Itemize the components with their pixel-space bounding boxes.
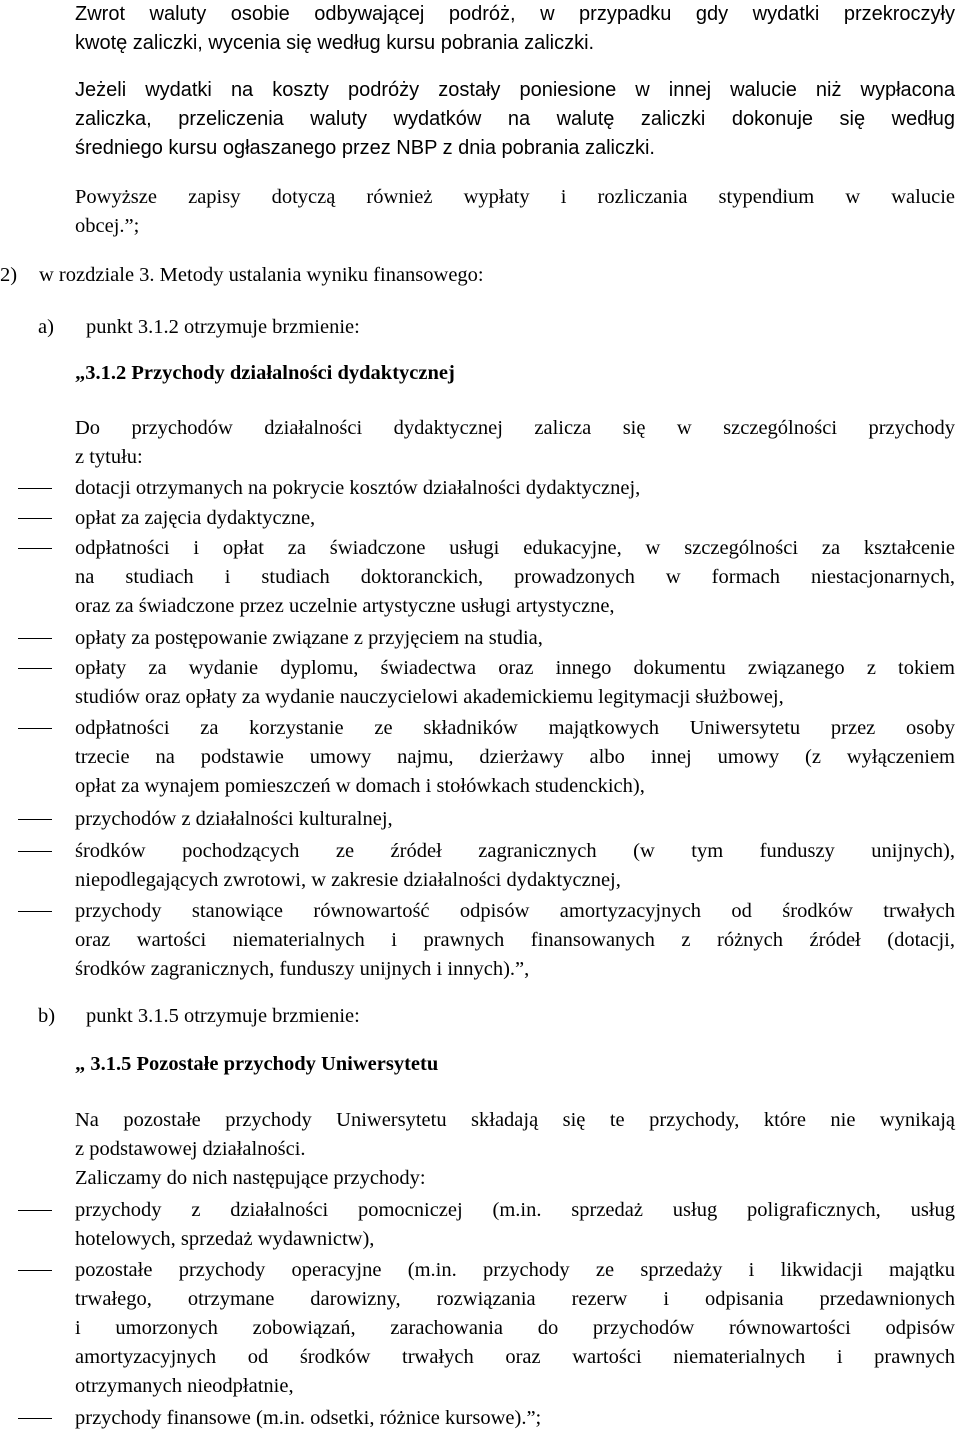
section-a-intro-line-2: z tytułu:	[75, 446, 143, 468]
dash-bullet	[18, 728, 52, 729]
dash-bullet	[18, 668, 52, 669]
item-a-text: punkt 3.1.2 otrzymuje brzmienie:	[86, 316, 360, 338]
section-b-intro-line-1: Na pozostałe przychody Uniwersytetu składają się te przychody, które nie wynikają	[75, 1109, 955, 1131]
item-2-text: w rozdziale 3. Metody ustalania wyniku finansowego:	[39, 264, 484, 286]
bullet-b2-line-4: amortyzacyjnych od środków trwałych oraz wartości niematerialnych i prawnych	[75, 1346, 955, 1368]
dash-bullet	[18, 819, 52, 820]
bullet-a1-line-1: dotacji otrzymanych na pokrycie kosztów działalności dydaktycznej,	[75, 477, 641, 499]
bullet-a9-line-1: przychody stanowiące równowartość odpisów amortyzacyjnych od środków trwałych	[75, 900, 955, 922]
dash-bullet	[18, 851, 52, 852]
intro-p3-line-2: obcej.”;	[75, 215, 140, 237]
intro-p1-line-2: kwotę zaliczki, wycenia się według kursu pobrania zaliczki.	[75, 32, 595, 54]
bullet-a4-line-1: opłaty za postępowanie związane z przyjęciem na studia,	[75, 627, 543, 649]
bullet-b2-line-3: i umorzonych zobowiązań, zarachowania do przychodów równowartości odpisów	[75, 1317, 955, 1339]
bullet-a5-line-1: opłaty za wydanie dyplomu, świadectwa oraz innego dokumentu związanego z tokiem	[75, 657, 955, 679]
section-b-intro-line-3: Zaliczamy do nich następujące przychody:	[75, 1167, 426, 1189]
bullet-a8-line-2: niepodlegających zwrotowi, w zakresie działalności dydaktycznej,	[75, 869, 621, 891]
dash-bullet	[18, 1270, 52, 1271]
dash-bullet	[18, 1418, 52, 1419]
bullet-a3-line-3: oraz za świadczone przez uczelnie artystyczne usługi artystyczne,	[75, 595, 615, 617]
item-b-marker: b)	[38, 1005, 56, 1027]
heading-3-1-5: „ 3.1.5 Pozostałe przychody Uniwersytetu	[75, 1053, 439, 1075]
bullet-b2-line-5: otrzymanych nieodpłatnie,	[75, 1375, 294, 1397]
bullet-b3-line-1: przychody finansowe (m.in. odsetki, różnice kursowe).”;	[75, 1407, 542, 1429]
bullet-a6-line-1: odpłatności za korzystanie ze składników majątkowych Uniwersytetu przez osoby	[75, 717, 955, 739]
dash-bullet	[18, 638, 52, 639]
section-a-intro-line-1: Do przychodów działalności dydaktycznej zalicza się w szczególności przychody	[75, 417, 955, 439]
intro-p2-line-1: Jeżeli wydatki na koszty podróży zostały poniesione w innej walucie niż wypłacona	[75, 79, 955, 101]
dash-bullet	[18, 1210, 52, 1211]
bullet-a2-line-1: opłat za zajęcia dydaktyczne,	[75, 507, 316, 529]
bullet-a7-line-1: przychodów z działalności kulturalnej,	[75, 808, 393, 830]
bullet-b2-line-2: trwałego, otrzymane darowizny, rozwiązania rezerw i odpisania przedawnionych	[75, 1288, 955, 1310]
bullet-a3-line-2: na studiach i studiach doktoranckich, prowadzonych w formach niestacjonarnych,	[75, 566, 955, 588]
bullet-a9-line-2: oraz wartości niematerialnych i prawnych finansowanych z różnych źródeł (dotacji,	[75, 929, 955, 951]
item-b-text: punkt 3.1.5 otrzymuje brzmienie:	[86, 1005, 360, 1027]
bullet-b1-line-2: hotelowych, sprzedaż wydawnictw),	[75, 1228, 375, 1250]
bullet-b2-line-1: pozostałe przychody operacyjne (m.in. przychody ze sprzedaży i likwidacji majątku	[75, 1259, 955, 1281]
intro-p3-line-1: Powyższe zapisy dotyczą również wypłaty i rozliczania stypendium w walucie	[75, 186, 955, 208]
item-a-marker: a)	[38, 316, 54, 338]
bullet-a9-line-3: środków zagranicznych, funduszy unijnych i innych).”,	[75, 958, 530, 980]
bullet-a6-line-2: trzecie na podstawie umowy najmu, dzierżawy albo innej umowy (z wyłączeniem	[75, 746, 955, 768]
section-b-intro-line-2: z podstawowej działalności.	[75, 1138, 306, 1160]
item-2-marker: 2)	[0, 264, 18, 286]
heading-3-1-2: „3.1.2 Przychody działalności dydaktycznej	[75, 362, 455, 384]
dash-bullet	[18, 518, 52, 519]
dash-bullet	[18, 488, 52, 489]
intro-p2-line-2: zaliczka, przeliczenia waluty wydatków na walutę zaliczki dokonuje się według	[75, 108, 955, 130]
dash-bullet	[18, 548, 52, 549]
intro-p2-line-3: średniego kursu ogłaszanego przez NBP z dnia pobrania zaliczki.	[75, 137, 655, 159]
bullet-a3-line-1: odpłatności i opłat za świadczone usługi edukacyjne, w szczególności za kształcenie	[75, 537, 955, 559]
intro-p1-line-1: Zwrot waluty osobie odbywającej podróż, w przypadku gdy wydatki przekroczyły	[75, 3, 955, 25]
bullet-a6-line-3: opłat za wynajem pomieszczeń w domach i stołówkach studenckich),	[75, 775, 645, 797]
bullet-a5-line-2: studiów oraz opłaty za wydanie nauczycielowi akademickiemu legitymacji służbowej,	[75, 686, 784, 708]
dash-bullet	[18, 911, 52, 912]
bullet-b1-line-1: przychody z działalności pomocniczej (m.in. sprzedaż usług poligraficznych, usług	[75, 1199, 955, 1221]
bullet-a8-line-1: środków pochodzących ze źródeł zagranicznych (w tym funduszy unijnych),	[75, 840, 955, 862]
